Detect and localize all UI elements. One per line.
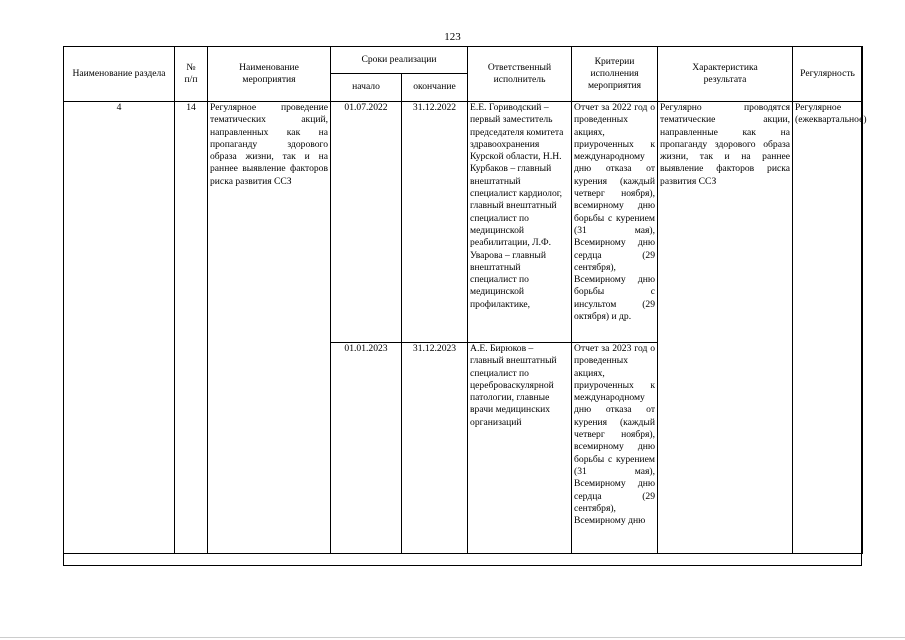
activities-table (63, 46, 867, 554)
regularity-cell: Регулярное (ежеквартальное) (793, 102, 863, 554)
responsible-text-1: Е.Е. Гориводский – первый заместитель председателя комитета здравоохранения Курской области, Н.Н. Курбаков – главный внештатный специалист кардиолог, главный внештатный специалист по медицинской реабилитации, Л.Ф. Уварова – главный внештатный специалист по медицинской профилактике, (470, 102, 564, 310)
header-result: Характеристика результата (658, 47, 793, 102)
header-responsible: Ответственный исполнитель (468, 47, 572, 102)
table-row (64, 102, 863, 343)
header-terms: Сроки реализации (331, 47, 468, 74)
end-date-2: 31.12.2023 (402, 343, 468, 554)
responsible-text-2: А.Е. Бирюков – главный внештатный специалист по цереброваскулярной патологии, главные врачи медицинских организаций (470, 343, 557, 428)
responsible-cell-2 (468, 343, 572, 554)
header-section: Наименование раздела (64, 47, 175, 102)
header-activity: Наименование мероприятия (208, 47, 331, 102)
criteria-text-2: Отчет за 2023 год о проведенных акциях, приуроченных к международному дню отказа от курения (каждый четверг ноября), всемирному дню борьбы с курением (31 мая), Всемирному дню сердца (29 сентября), Всемирному дню (574, 343, 656, 527)
responsible-cell-1 (468, 102, 572, 343)
header-start: начало (331, 74, 402, 102)
criteria-cell-1 (572, 102, 658, 343)
header-regularity: Регулярность (793, 47, 863, 102)
activity-cell: Регулярное проведение тематических акций, направленных как на пропаганду здорового образа жизни, так и на раннее выявление факторов риска развития ССЗ (208, 102, 331, 554)
criteria-cell-2 (572, 343, 658, 554)
section-cell: 4 (64, 102, 175, 554)
start-date-2: 01.01.2023 (331, 343, 402, 554)
page-number: 123 (444, 31, 461, 43)
end-date-1: 31.12.2022 (402, 102, 468, 343)
number-cell: 14 (175, 102, 208, 554)
header-criteria: Критерии исполнения мероприятия (572, 47, 658, 102)
criteria-text-1: Отчет за 2022 год о проведенных акциях, приуроченных к международному дню отказа от курения (каждый четверг ноября), всемирному дню борьбы с курением (31 мая), Всемирному дню сердца (29 сентября), Всемирному дню борьбы с инсультом (29 октября) и др. (574, 102, 656, 323)
header-end: окончание (402, 74, 468, 102)
result-cell: Регулярно проводятся тематические акции, направленные как на пропаганду здорового образа жизни, так и на раннее выявление факторов риска развития ССЗ (658, 102, 793, 554)
header-number: № п/п (175, 47, 208, 102)
start-date-1: 01.07.2022 (331, 102, 402, 343)
page-edge-line (0, 637, 905, 638)
